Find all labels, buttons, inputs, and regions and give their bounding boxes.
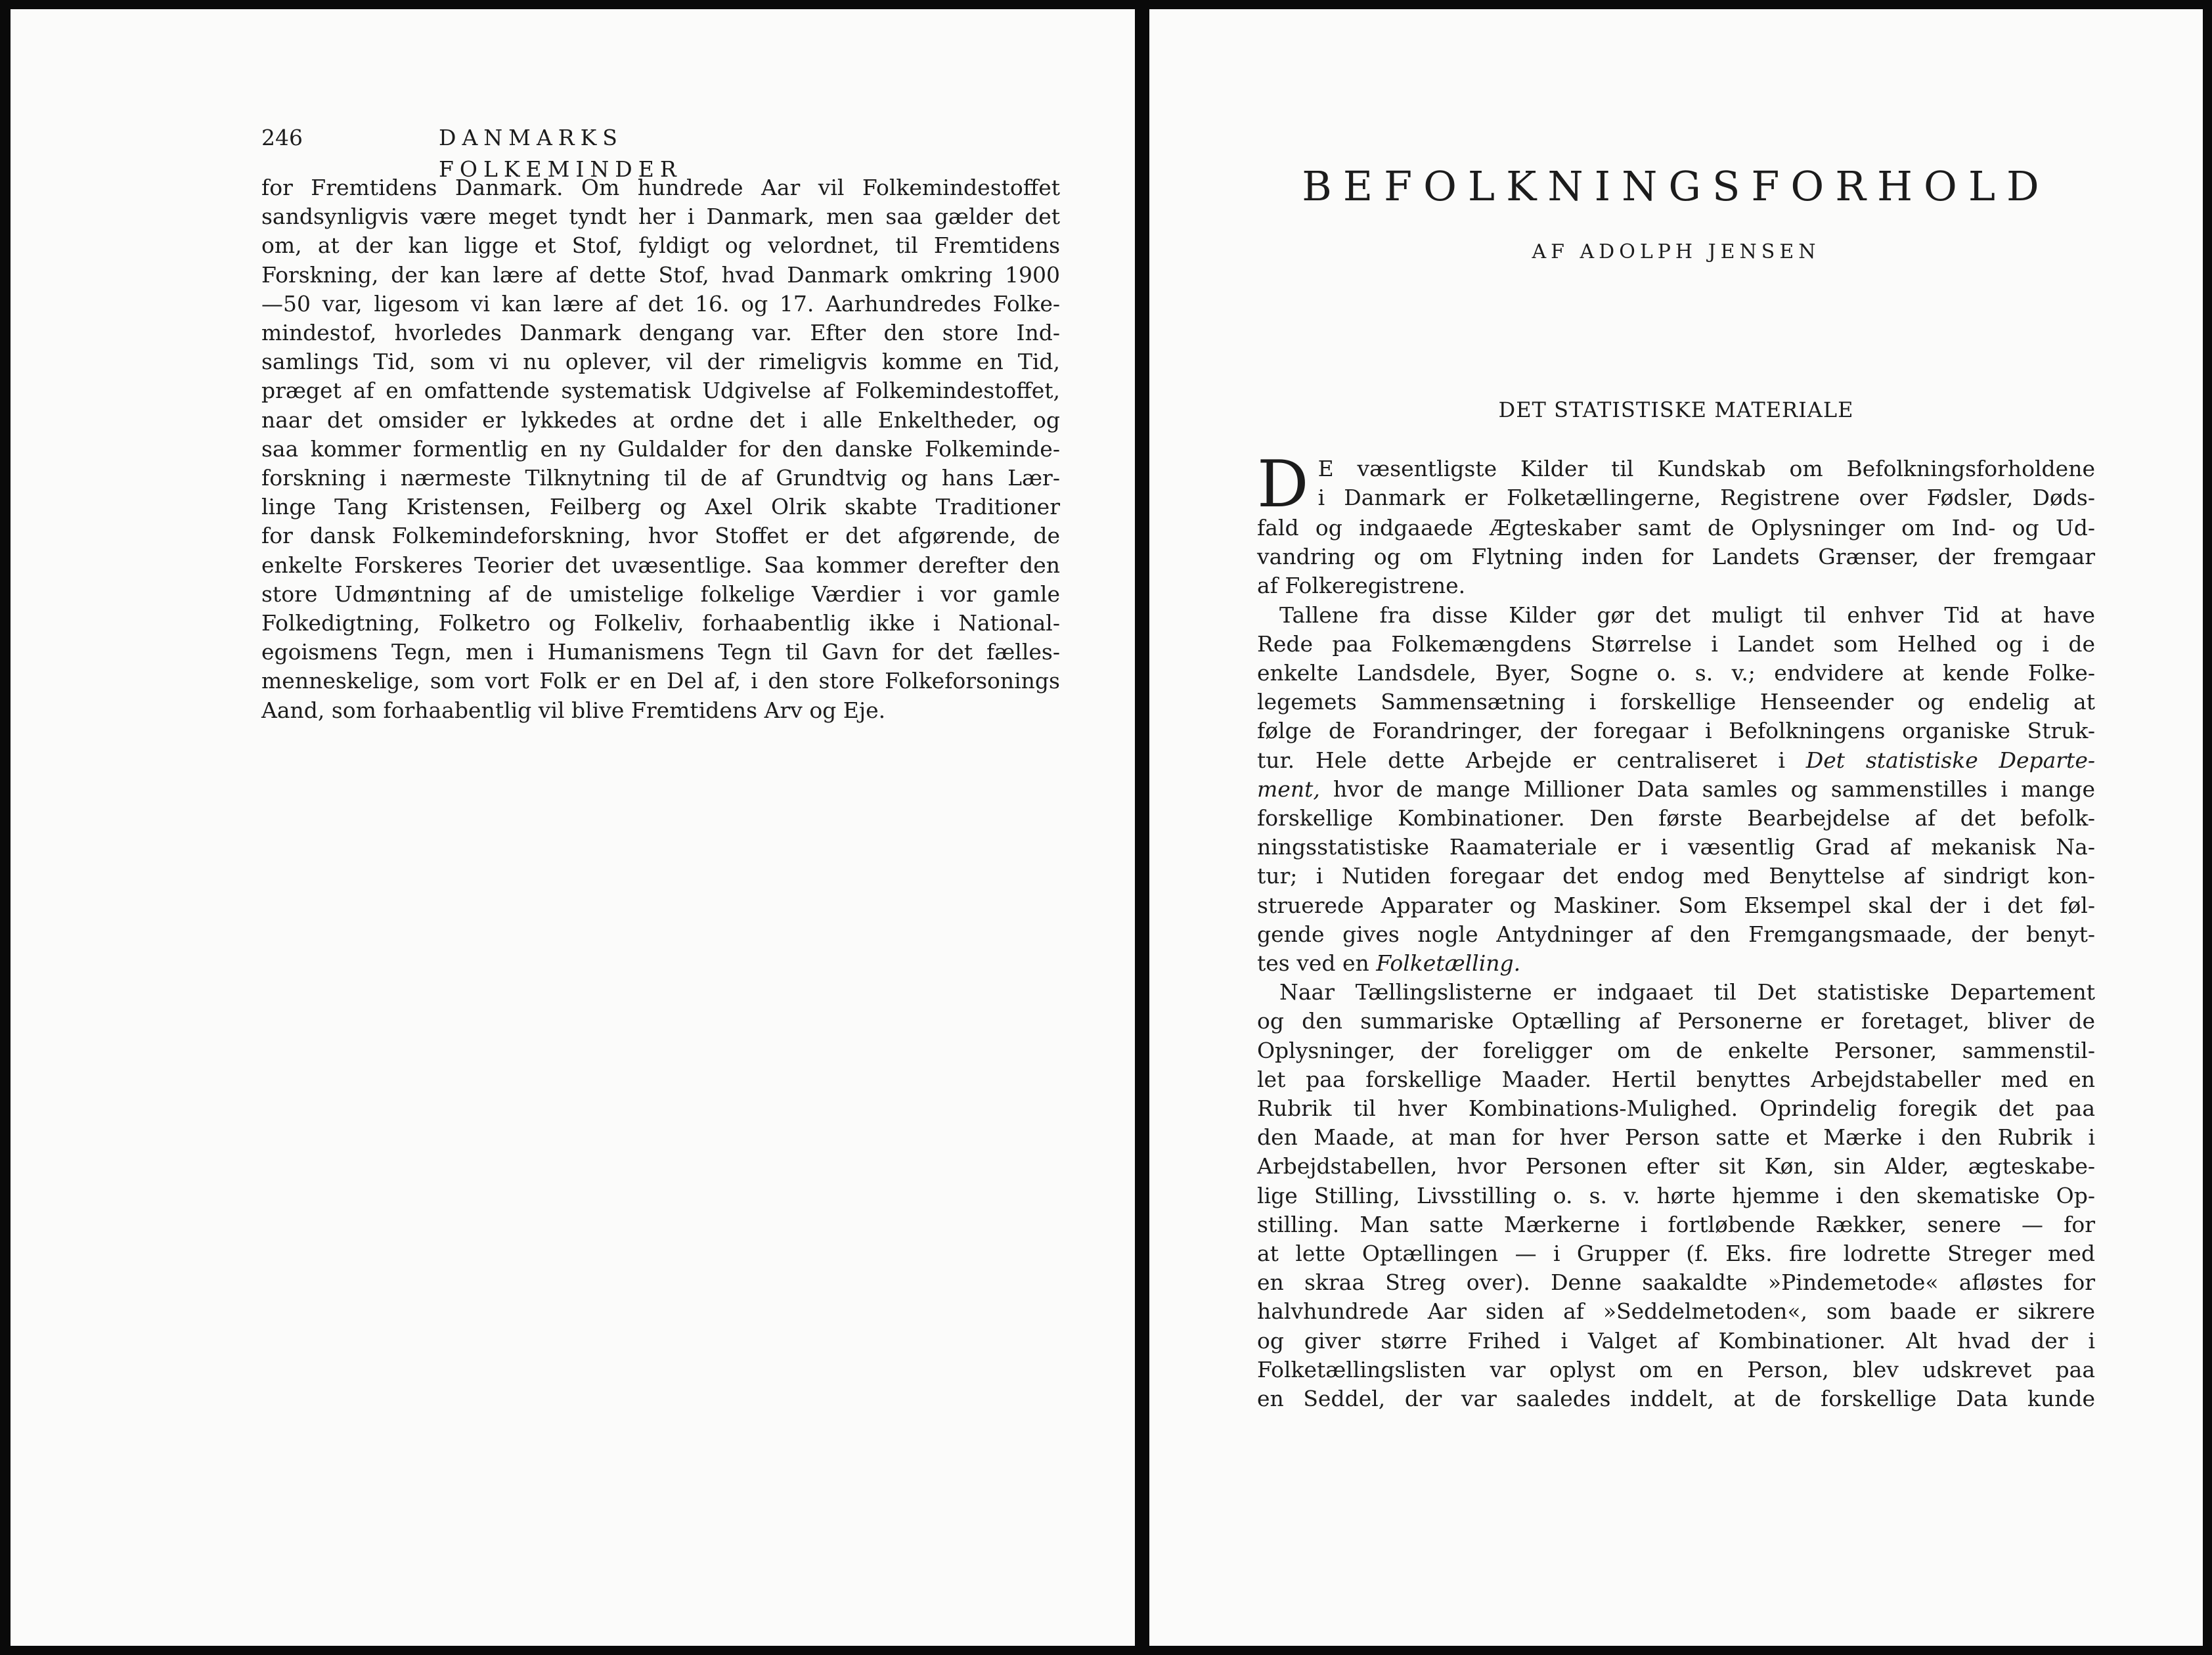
page-number: 246 xyxy=(261,125,303,150)
text-line: lige Stilling, Livsstilling o. s. v. hørte hjemme i den skematiske Op- xyxy=(1257,1182,2095,1208)
text-run: tes ved en xyxy=(1257,950,1377,977)
text-line: Aand, som forhaabentlig vil blive Fremtidens Arv og Eje. xyxy=(261,697,886,723)
text-line: saa kommer formentlig en ny Guldalder for den danske Folkeminde- xyxy=(261,435,1060,462)
text-line: samlings Tid, som vi nu oplever, vil der rimeligvis komme en Tid, xyxy=(261,349,1060,375)
text-line xyxy=(1257,775,2095,804)
text-line: egoismens Tegn, men i Humanismens Tegn til Gavn for det fælles- xyxy=(261,639,1060,665)
italic-term: ment, xyxy=(1257,776,1320,802)
text-line: gende gives nogle Antydninger af den Fremgangsmaade, der benyt- xyxy=(1257,921,2095,947)
text-line: og giver større Frihed i Valget af Kombinationer. Alt hvad der i xyxy=(1257,1327,2095,1354)
left-body-text xyxy=(261,173,1060,725)
text-line: af Folkeregistrene. xyxy=(1257,573,1466,599)
text-line: legemets Sammensætning i forskellige Henseender og endelig at xyxy=(1257,689,2095,715)
text-line: vandring og om Flytning inden for Landets Grænser, der fremgaar xyxy=(1257,544,2095,570)
text-run: hvor de mange Millioner Data samles og sammenstilles i mange xyxy=(1319,776,2095,802)
text-line: Rubrik til hver Kombinations-Mulighed. Oprindelig foregik det paa xyxy=(1257,1095,2095,1122)
text-line: Arbejdstabellen, hvor Personen efter sit Køn, sin Alder, ægteskabe- xyxy=(1257,1153,2095,1180)
running-head xyxy=(261,122,872,182)
text-line: mindestof, hvorledes Danmark dengang var. Efter den store Ind- xyxy=(261,320,1060,346)
text-line: for dansk Folkemindeforskning, hvor Stoffet er det afgørende, de xyxy=(261,523,1060,549)
text-line: i Danmark er Folketællingerne, Registrene over Fødsler, Døds- xyxy=(1317,485,2095,511)
italic-term: Folketælling. xyxy=(1376,950,1521,977)
text-line: —50 var, ligesom vi kan lære af det 16. og 17. Aarhundredes Folke- xyxy=(261,290,1060,317)
text-line: store Udmøntning af de umistelige folkelige Værdier i vor gamle xyxy=(261,581,1060,607)
section-heading: DET STATISTISKE MATERIALE xyxy=(1498,397,1854,422)
text-line: enkelte Forskeres Teorier det uvæsentlige. Saa kommer derefter den xyxy=(261,552,1060,578)
text-line: præget af en omfattende systematisk Udgivelse af Folkemindestoffet, xyxy=(261,378,1060,404)
text-line: den Maade, at man for hver Person satte et Mærke i den Rubrik i xyxy=(1257,1124,2095,1151)
text-line: følge de Forandringer, der foregaar i Befolkningens organiske Struk- xyxy=(1257,718,2095,744)
text-line: Oplysninger, der foreligger om de enkelte Personer, sammenstil- xyxy=(1257,1037,2095,1063)
text-line: forskning i nærmeste Tilknytning til de af Grundtvig og hans Lær- xyxy=(261,465,1060,491)
text-line: let paa forskellige Maader. Hertil benyttes Arbejdstabeller med en xyxy=(1257,1066,2095,1092)
right-page xyxy=(1149,9,2203,1646)
text-line: naar det omsider er lykkedes at ordne det i alle Enkeltheder, og xyxy=(261,407,1060,433)
article-author: AF ADOLPH JENSEN xyxy=(1532,240,1821,263)
text-line: en skraa Streg over). Denne saakaldte »Pindemetode« afløstes for xyxy=(1257,1269,2095,1296)
text-line: for Fremtidens Danmark. Om hundrede Aar vil Folkemindestoffet xyxy=(261,175,1060,200)
text-line: at lette Optællingen — i Grupper (f. Eks. fire lodrette Streger med xyxy=(1257,1241,2095,1267)
text-line: halvhundrede Aar siden af »Seddelmetoden«, som baade er sikrere xyxy=(1257,1298,2095,1325)
text-line: Folketællingslisten var oplyst om en Person, blev udskrevet paa xyxy=(1257,1356,2095,1382)
text-line: tur; i Nutiden foregaar det endog med Benyttelse af sindrigt kon- xyxy=(1257,863,2095,889)
text-line: linge Tang Kristensen, Feilberg og Axel Olrik skabte Traditioner xyxy=(261,494,1060,520)
text-line: E væsentligste Kilder til Kundskab om Befolkningsforholdene xyxy=(1317,456,2095,481)
article-title: BEFOLKNINGSFORHOLD xyxy=(1302,162,2050,210)
text-run: tur. Hele dette Arbejde er centraliseret i xyxy=(1257,747,1806,773)
text-line: Rede paa Folkemængdens Størrelse i Landet som Helhed og i de xyxy=(1257,630,2095,657)
text-line: Forskning, der kan lære af dette Stof, hvad Danmark omkring 1900 xyxy=(261,261,1060,288)
text-line: ningsstatistiske Raamateriale er i væsentlig Grad af mekanisk Na- xyxy=(1257,834,2095,860)
text-line: og den summariske Optælling af Personerne er foretaget, bliver de xyxy=(1257,1008,2095,1034)
text-line xyxy=(1257,746,2095,775)
text-line: stilling. Man satte Mærkerne i fortløbende Rækker, senere — for xyxy=(1257,1211,2095,1237)
running-title: DANMARKS FOLKEMINDER xyxy=(439,125,682,182)
text-line: sandsynligvis være meget tyndt her i Danmark, men saa gælder det xyxy=(261,204,1060,230)
text-line: struerede Apparater og Maskiner. Som Eksempel skal der i det føl- xyxy=(1257,892,2095,918)
text-line: Naar Tællingslisterne er indgaaet til Det statistiske Departement xyxy=(1279,979,2095,1005)
text-line: om, at der kan ligge et Stof, fyldigt og velordnet, til Fremtidens xyxy=(261,232,1060,259)
text-line: fald og indgaaede Ægteskaber samt de Oplysninger om Ind- og Ud- xyxy=(1257,515,2095,541)
text-line: Tallene fra disse Kilder gør det muligt til enhver Tid at have xyxy=(1279,602,2095,628)
text-line: menneskelige, som vort Folk er en Del af, i den store Folkeforsonings xyxy=(261,668,1060,694)
italic-term: Det statistiske Departe- xyxy=(1805,747,2095,773)
right-body-text xyxy=(1257,447,2095,1413)
left-page xyxy=(11,9,1135,1646)
text-line: en Seddel, der var saaledes inddelt, at de forskellige Data kunde xyxy=(1257,1386,2095,1412)
text-line: forskellige Kombinationer. Den første Bearbejdelse af det befolk- xyxy=(1257,805,2095,831)
text-line: Folkedigtning, Folketro og Folkeliv, forhaabentlig ikke i National- xyxy=(261,610,1060,636)
drop-cap: D xyxy=(1257,447,1309,522)
text-line xyxy=(1257,949,2095,978)
text-line: enkelte Landsdele, Byer, Sogne o. s. v.; endvidere at kende Folke- xyxy=(1257,660,2095,686)
